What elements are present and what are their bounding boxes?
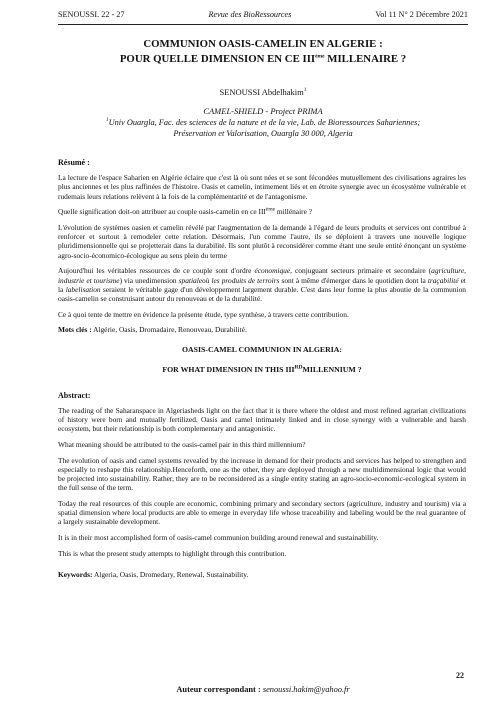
project-name: CAMEL-SHIELD - Project PRIMA xyxy=(203,106,323,116)
english-title-line-2: FOR WHAT DIMENSION IN THIS IIIRDMILLENNIUM ? xyxy=(162,363,362,374)
abstract-heading: Abstract: xyxy=(58,390,91,400)
abstract-keywords: Keywords: Algeria, Oasis, Dromedary, Renewal, Sustainability. xyxy=(58,570,249,580)
header-divider xyxy=(58,24,468,25)
paper-body xyxy=(58,158,466,586)
header-pages: SENOUSSI. 22 - 27 xyxy=(58,10,125,19)
author-name: SENOUSSI Abdelhakim$^1$ xyxy=(219,87,307,97)
title-line-2: POUR QUELLE DIMENSION EN CE IIIème MILLENAIRE ? xyxy=(119,53,407,65)
abstract-paragraph: The reading of the Saharanspace in Algeriasheds light on the fact that it is there where the oldest and most refined agrarian civilizations of history were born and mutually fertilized. Oasis and camel intimately linked and in close synergy with a vulnerable and harsh ecosystem, but their relationship is both complementary and antagonistic. xyxy=(58,405,466,434)
author-email: senoussi.hakim@yahoo.fr xyxy=(262,685,350,694)
english-title xyxy=(58,345,466,375)
english-title-line-1: OASIS-CAMEL COMMUNION IN ALGERIA: xyxy=(181,344,343,354)
resume-paragraph: L'évolution de systèmes oasien et camelin révélé par l'augmentation de la demande à l'égard de leurs produits et services ont contribué à renforcer et surtout à remodeler cette relation. Désormais, l'un comme l'autre, ils se déploient à travers une nouvelle logique pluridimensionnelle qui se projetterait dans la durabilité. Ils sont plutôt à reconsidérer comme étant une seule entité énonçant un système agro-socio-économico-écologique au sens plein du terme xyxy=(58,223,466,260)
resume-paragraph: Aujourd'hui les véritables ressources de ce couple sont d'ordre économique, conjuguant secteurs primaire et secondaire (agriculture, industrie et tourisme) via unedimension spatialeoù les produits de terroirs sont à même d'émerger dans le quotidien dont la traçabilité et la labelisation seraient le véritable gage d'un développement largement durable. C'est dans leur forme la plus aboutie de la communion oasis-camelin se construisant autour du renouveau et de la durabilité. xyxy=(58,266,467,303)
abstract-question: What meaning should be attributed to the oasis-camel pair in this third millennium? xyxy=(58,439,306,449)
resume-keywords: Mots clés : Algérie, Oasis, Dromadaire, Renouveau, Durabilité. xyxy=(58,325,247,335)
header-issue: Vol 11 N° 2 Décembre 2021 xyxy=(375,10,468,19)
abstract-paragraph: This is what the present study attempts to highlight through this contribution. xyxy=(58,548,287,558)
resume-heading: Résumé : xyxy=(58,158,90,167)
abstract-paragraph: The evolution of oasis and camel systems revealed by the increase in demand for their products and services has helped to strengthen and especially to reshape this relationship.Henceforth, one as the other, they are deployed through a new multidimensional logic that would be projected into sustainability. Rather, they are to be reconsidered as a single entity stating an agro-socio-economic-ecological system in the full sense of the term. xyxy=(58,455,466,493)
header-journal: Revue des BioRessources xyxy=(208,10,292,19)
paper-title xyxy=(58,37,468,67)
corresponding-author: Auteur correspondant : senoussi.hakim@yahoo.fr xyxy=(176,685,350,694)
page-number: 22 xyxy=(456,671,464,680)
title-line-1: COMMUNION OASIS-CAMELIN EN ALGERIE : xyxy=(143,38,383,50)
running-header xyxy=(58,10,468,24)
resume-question: Quelle signification doit-on attribuer au couple oasis-camelin en ce IIIème millénaire ? xyxy=(58,206,312,217)
resume-paragraph: Ce à quoi tente de mettre en évidence la présente étude, type synthèse, à travers cette contribution. xyxy=(58,309,349,319)
abstract-paragraph: Today the real resources of this couple are economic, combining primary and secondary sectors (agriculture, industry and tourism) via a spatial dimension where local products are able to emerge in everyday life whose traceability and labeling would be the real guarantee of a largely sustainable development. xyxy=(58,498,466,527)
affiliation: $^1$Univ Ouargla, Fac. des sciences de la nature et de la vie, Lab. de Bioressources Sahariennes; Préservation et Valorisation, Ouargla 30 000, Algeria xyxy=(105,117,421,138)
resume-paragraph: La lecture de l'espace Saharien en Algérie éclaire que c'est là où sont nées et se sont fécondées mutuellement des civilisations agraires les plus anciennes et les plus raffinées de l'histoire. Oasis et camelin, intimement liés et en étroite synergie avec un écosystème vulnérable et rudemais leurs relations relèvent à la fois de la complémentarité et de l'antagonisme. xyxy=(58,173,466,201)
abstract-paragraph: It is in their most accomplished form of oasis-camel communion building around renewal and sustainability. xyxy=(58,532,379,542)
